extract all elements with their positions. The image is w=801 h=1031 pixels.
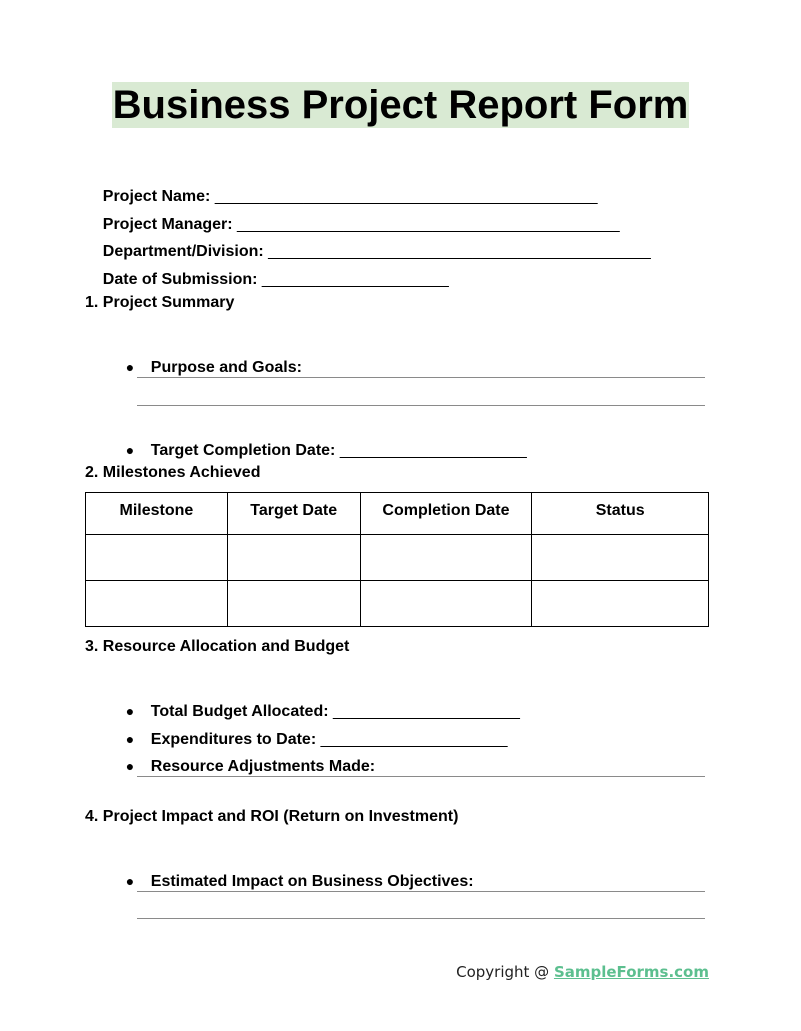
- field-blank[interactable]: ___________________________________________: [268, 243, 651, 260]
- table-cell[interactable]: [360, 535, 532, 581]
- section-heading-project-impact: 4. Project Impact and ROI (Return on Investment): [85, 808, 459, 825]
- bullet-icon: ●: [125, 758, 135, 774]
- field-label: Date of Submission:: [102, 271, 258, 288]
- answer-line-impact-2[interactable]: [137, 918, 705, 919]
- field-blank[interactable]: _____________________: [320, 731, 508, 748]
- field-blank[interactable]: _____________________: [261, 271, 449, 288]
- field-blank[interactable]: _____________________: [333, 703, 520, 720]
- table-row: [86, 535, 709, 581]
- field-blank[interactable]: ___________________________________________: [237, 216, 620, 233]
- item-purpose-goals: [108, 337, 302, 398]
- column-header-milestone: Milestone: [86, 493, 228, 535]
- field-label: Project Name:: [102, 188, 211, 205]
- copyright-footer: [456, 963, 709, 981]
- table-cell[interactable]: [532, 581, 709, 627]
- table-cell[interactable]: [532, 535, 709, 581]
- item-label: Resource Adjustments Made:: [150, 758, 376, 775]
- field-blank[interactable]: _____________________: [339, 442, 527, 459]
- answer-line-impact-1[interactable]: [137, 891, 705, 892]
- table-row: [86, 581, 709, 627]
- section-heading-milestones: 2. Milestones Achieved: [85, 464, 261, 481]
- bullet-icon: ●: [125, 873, 135, 889]
- table-cell[interactable]: [227, 535, 360, 581]
- table-header-row: [86, 493, 709, 535]
- bullet-icon: ●: [125, 442, 135, 458]
- column-header-status: Status: [532, 493, 709, 535]
- bullet-icon: ●: [125, 703, 135, 719]
- column-header-target-date: Target Date: [227, 493, 360, 535]
- title-container: [0, 82, 801, 128]
- copyright-text: Copyright @: [456, 963, 554, 981]
- bullet-icon: ●: [125, 731, 135, 747]
- field-blank[interactable]: ___________________________________________: [214, 188, 598, 205]
- field-label: Project Manager:: [102, 216, 233, 233]
- table-cell[interactable]: [86, 581, 228, 627]
- page-title: Business Project Report Form: [112, 83, 689, 127]
- item-label: Target Completion Date:: [150, 442, 336, 459]
- item-label: Expenditures to Date:: [150, 731, 317, 748]
- answer-line-resource-adjustments[interactable]: [137, 776, 705, 777]
- milestones-table: [85, 492, 709, 627]
- item-label: Total Budget Allocated:: [150, 703, 329, 720]
- answer-line-purpose-1[interactable]: [137, 377, 705, 378]
- column-header-completion-date: Completion Date: [360, 493, 532, 535]
- item-estimated-impact: [108, 851, 474, 912]
- table-cell[interactable]: [360, 581, 532, 627]
- answer-line-purpose-2[interactable]: [137, 405, 705, 406]
- section-heading-project-summary: 1. Project Summary: [85, 294, 235, 311]
- table-cell[interactable]: [227, 581, 360, 627]
- item-label: Purpose and Goals:: [150, 359, 302, 376]
- field-label: Department/Division:: [102, 243, 264, 260]
- item-label: Estimated Impact on Business Objectives:: [150, 873, 474, 890]
- bullet-icon: ●: [125, 359, 135, 375]
- item-resource-adjustments: [108, 736, 375, 797]
- section-heading-resource-allocation: 3. Resource Allocation and Budget: [85, 638, 350, 655]
- table-cell[interactable]: [86, 535, 228, 581]
- sampleforms-link[interactable]: SampleForms.com: [553, 963, 709, 981]
